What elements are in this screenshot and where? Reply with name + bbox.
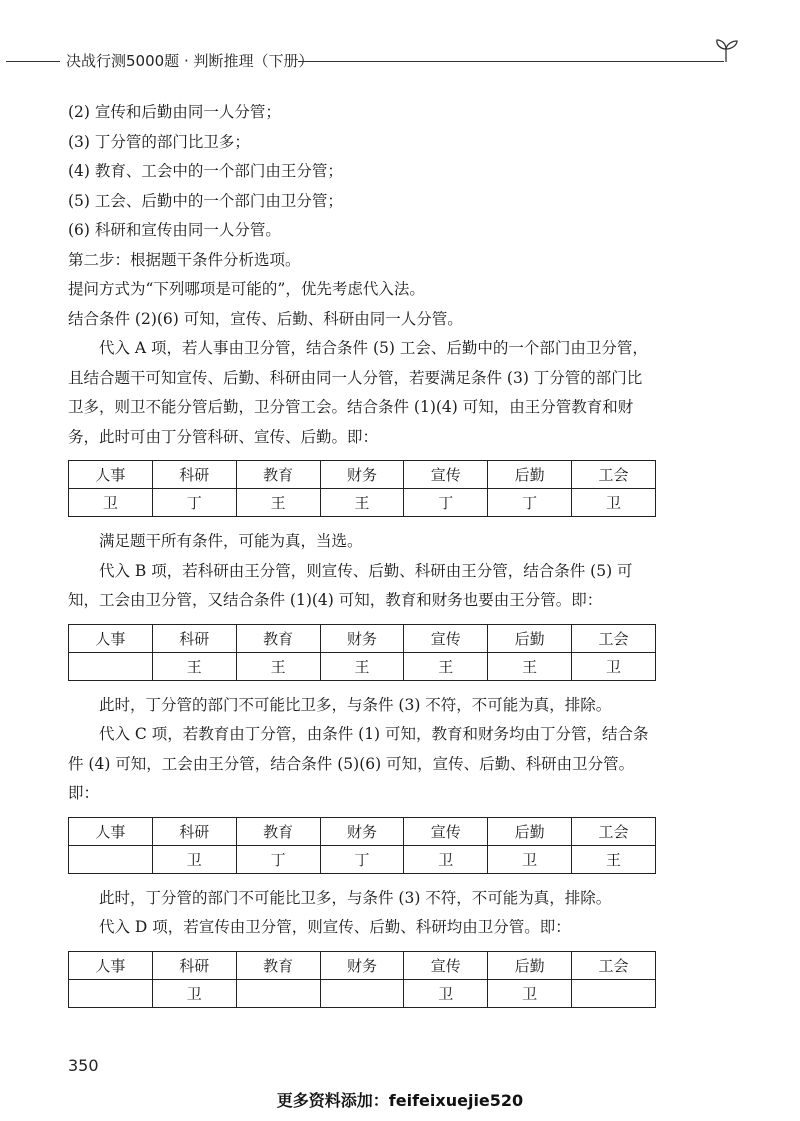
table-d: [68, 951, 656, 1008]
table-a-header: 教育: [236, 461, 320, 489]
table-b-header: 人事: [69, 624, 153, 652]
header-rule-right: [298, 61, 724, 62]
table-c-cell: 王: [572, 845, 656, 873]
condition-2: (2) 宣传和后勤由同一人分管；: [68, 103, 281, 121]
option-c-text: 代入 C 项，若教育由丁分管，由条件 (1) 可知，教育和财务均由丁分管，结合条件 (4) 可知，工会由王分管，结合条件 (5)(6) 可知，宣传、后勤、科研由卫分管。即：: [68, 725, 649, 802]
table-b: [68, 624, 656, 681]
table-b-cell: 卫: [572, 652, 656, 680]
condition-6: (6) 科研和宣传由同一人分管。: [68, 221, 281, 239]
table-c-header: 教育: [236, 817, 320, 845]
table-c-header: 宣传: [404, 817, 488, 845]
table-a-cell: 王: [320, 489, 404, 517]
table-d-header-row: [69, 951, 656, 979]
option-d-text: 代入 D 项，若宣传由卫分管，则宣传、后勤、科研均由卫分管。即：: [99, 918, 571, 936]
table-c-header: 工会: [572, 817, 656, 845]
table-a-header: 工会: [572, 461, 656, 489]
table-c-cell: 卫: [488, 845, 572, 873]
header-title: 决战行测5000题 · 判断推理（下册）: [66, 52, 314, 70]
table-d-cell: 卫: [152, 979, 236, 1007]
table-a: [68, 460, 656, 517]
page-body: [68, 98, 656, 1018]
table-c-header: 人事: [69, 817, 153, 845]
table-d-cell: [320, 979, 404, 1007]
table-b-cell: 王: [152, 652, 236, 680]
table-a-header: 人事: [69, 461, 153, 489]
table-b-cell: 王: [488, 652, 572, 680]
table-a-header: 财务: [320, 461, 404, 489]
table-b-header-row: [69, 624, 656, 652]
table-a-header: 科研: [152, 461, 236, 489]
table-d-header: 教育: [236, 951, 320, 979]
table-b-header: 教育: [236, 624, 320, 652]
table-b-header: 宣传: [404, 624, 488, 652]
table-a-header: 宣传: [404, 461, 488, 489]
method-note: 提问方式为“下列哪项是可能的”，优先考虑代入法。: [68, 280, 425, 298]
table-d-header: 后勤: [488, 951, 572, 979]
table-d-header: 人事: [69, 951, 153, 979]
step-two: 第二步：根据题干条件分析选项。: [68, 250, 301, 269]
table-d-header: 科研: [152, 951, 236, 979]
table-c-cell: 卫: [152, 845, 236, 873]
table-c-header: 后勤: [488, 817, 572, 845]
table-b-cell: 王: [320, 652, 404, 680]
table-a-cell: 丁: [488, 489, 572, 517]
table-a-cell: 丁: [152, 489, 236, 517]
table-a-cell: 卫: [69, 489, 153, 517]
option-b-conclusion: 此时，丁分管的部门不可能比卫多，与条件 (3) 不符，不可能为真，排除。: [99, 695, 612, 714]
table-c-cell: 卫: [404, 845, 488, 873]
table-c-cell: [69, 845, 153, 873]
table-b-value-row: [69, 652, 656, 680]
table-b-header: 科研: [152, 624, 236, 652]
condition-4: (4) 教育、工会中的一个部门由王分管；: [68, 162, 343, 180]
option-c-conclusion: 此时，丁分管的部门不可能比卫多，与条件 (3) 不符，不可能为真，排除。: [99, 888, 612, 907]
table-c-value-row: [69, 845, 656, 873]
condition-5: (5) 工会、后勤中的一个部门由卫分管；: [68, 191, 343, 210]
option-b-text: 代入 B 项，若科研由王分管，则宣传、后勤、科研由王分管，结合条件 (5) 可知，工会由卫分管，又结合条件 (1)(4) 可知，教育和财务也要由王分管。即：: [68, 561, 633, 609]
table-a-header: 后勤: [488, 461, 572, 489]
table-d-cell: [572, 979, 656, 1007]
table-c-cell: 丁: [320, 845, 404, 873]
sprout-icon: [712, 38, 742, 64]
table-a-header-row: [69, 461, 656, 489]
table-c: [68, 817, 656, 874]
table-d-header: 宣传: [404, 951, 488, 979]
table-d-value-row: [69, 979, 656, 1007]
table-a-cell: 王: [236, 489, 320, 517]
option-a-conclusion: 满足题干所有条件，可能为真，当选。: [99, 532, 363, 550]
table-d-cell: [69, 979, 153, 1007]
table-b-cell: 王: [404, 652, 488, 680]
table-c-header-row: [69, 817, 656, 845]
table-a-cell: 卫: [572, 489, 656, 517]
table-c-header: 科研: [152, 817, 236, 845]
table-a-value-row: [69, 489, 656, 517]
table-b-header: 财务: [320, 624, 404, 652]
table-b-cell: 王: [236, 652, 320, 680]
page-number: 350: [68, 1056, 99, 1075]
table-d-header: 财务: [320, 951, 404, 979]
table-d-cell: 卫: [404, 979, 488, 1007]
table-b-header: 工会: [572, 624, 656, 652]
combined-conditions: 结合条件 (2)(6) 可知，宣传、后勤、科研由同一人分管。: [68, 309, 463, 328]
table-a-cell: 丁: [404, 489, 488, 517]
table-b-header: 后勤: [488, 624, 572, 652]
table-d-cell: 卫: [488, 979, 572, 1007]
table-d-cell: [236, 979, 320, 1007]
condition-3: (3) 丁分管的部门比卫多；: [68, 132, 250, 151]
table-b-cell: [69, 652, 153, 680]
table-c-cell: 丁: [236, 845, 320, 873]
running-header: [0, 40, 800, 80]
footer-note: 更多资料添加：feifeixuejie520: [276, 1091, 524, 1110]
table-d-header: 工会: [572, 951, 656, 979]
option-a-text: 代入 A 项，若人事由卫分管，结合条件 (5) 工会、后勤中的一个部门由卫分管，且结合题干可知宣传、后勤、科研由同一人分管，若要满足条件 (3) 丁分管的部门比卫多，则卫不能分管后勤，卫分管工会。结合条件 (1)(4) 可知，由王分管教育和财务，此时可由丁分管科研、宣传、后勤。即：: [68, 339, 648, 446]
table-c-header: 财务: [320, 817, 404, 845]
header-rule-left: [6, 61, 60, 62]
